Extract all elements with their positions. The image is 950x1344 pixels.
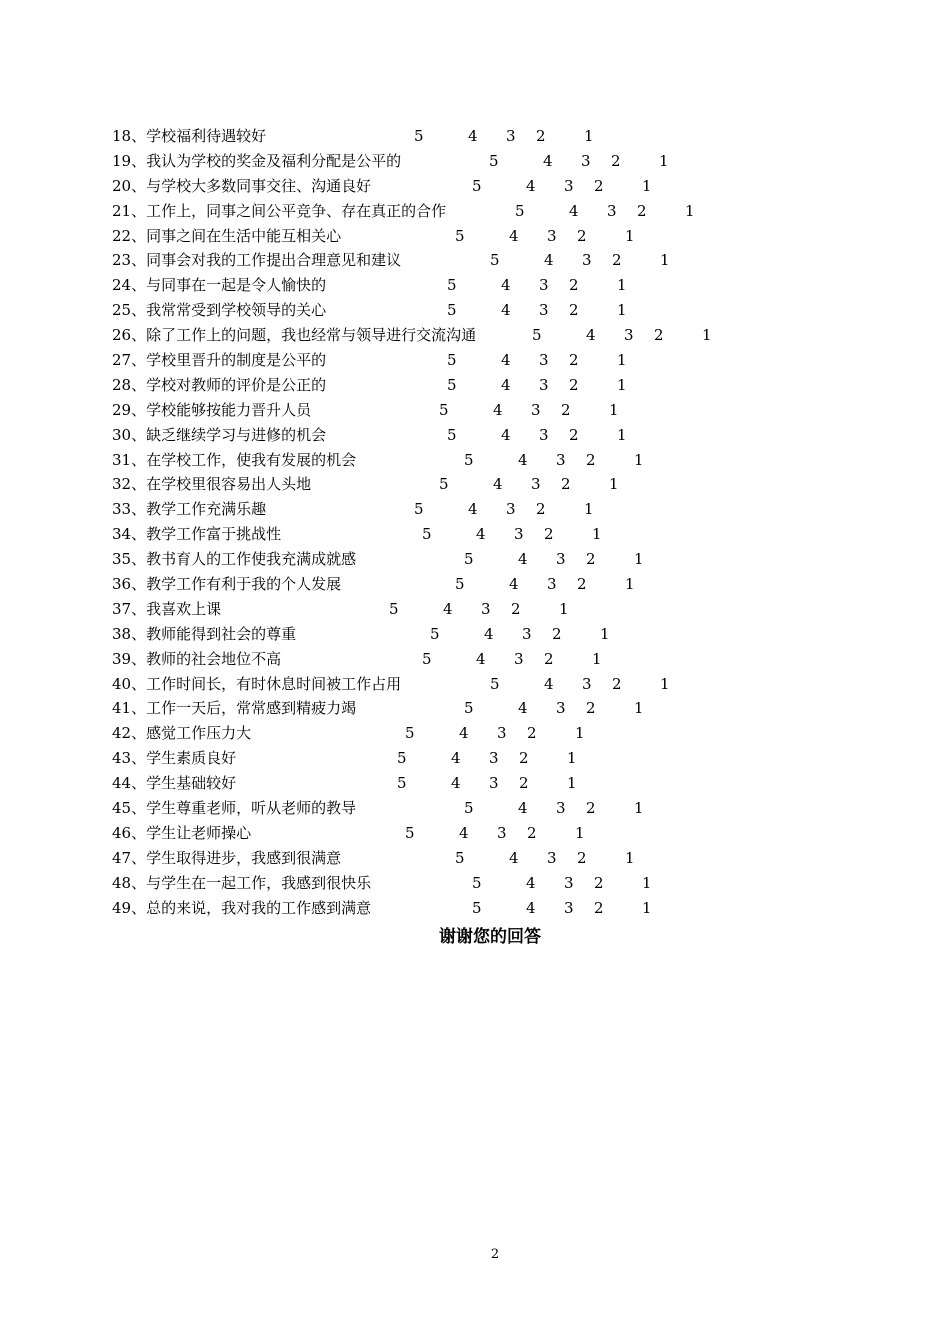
page-number: 2 [490,1247,500,1262]
score-option-3[interactable]: 3 [506,127,516,145]
score-option-2[interactable]: 2 [612,674,622,693]
score-option-2[interactable]: 2 [577,575,587,594]
score-option-2[interactable]: 2 [569,301,579,320]
score-option-1[interactable]: 1 [600,624,610,643]
score-option-5[interactable]: 5 [397,774,407,793]
question-row [112,696,912,721]
score-option-3[interactable]: 3 [556,550,566,569]
score-option-3[interactable]: 3 [556,799,566,818]
score-option-1[interactable]: 1 [685,201,695,220]
score-option-3[interactable]: 3 [489,774,499,793]
score-option-1[interactable]: 1 [625,575,635,594]
score-option-4[interactable]: 4 [509,575,519,594]
score-option-3[interactable]: 3 [514,525,524,544]
question-row [112,572,912,597]
score-option-2[interactable]: 2 [586,450,596,469]
question-text: 48、与学生在一起工作，我感到很快乐 [112,873,372,892]
question-row [112,149,912,174]
score-option-3[interactable]: 3 [539,425,549,444]
score-option-2[interactable]: 2 [654,326,664,345]
score-option-4[interactable]: 4 [501,375,511,394]
question-row [112,622,912,647]
score-option-4[interactable]: 4 [468,127,478,145]
score-option-4[interactable]: 4 [526,898,536,917]
score-option-2[interactable]: 2 [586,799,596,818]
score-option-1[interactable]: 1 [584,500,594,519]
score-option-1[interactable]: 1 [660,251,670,270]
score-option-2[interactable]: 2 [561,400,571,419]
question-row [112,423,912,448]
score-option-4[interactable]: 4 [526,873,536,892]
question-row [112,672,912,697]
question-text: 29、学校能够按能力晋升人员 [112,400,312,419]
question-row [112,199,912,224]
question-row [112,323,912,348]
score-option-1[interactable]: 1 [567,774,577,793]
score-option-2[interactable]: 2 [577,226,587,245]
question-text: 46、学生让老师操心 [112,823,252,842]
score-option-1[interactable]: 1 [617,375,627,394]
score-option-4[interactable]: 4 [543,151,553,170]
score-option-2[interactable]: 2 [544,649,554,668]
score-option-2[interactable]: 2 [586,550,596,569]
score-option-3[interactable]: 3 [506,500,516,519]
score-option-3[interactable]: 3 [547,226,557,245]
question-text: 34、教学工作富于挑战性 [112,525,282,544]
score-option-3[interactable]: 3 [497,823,507,842]
score-option-2[interactable]: 2 [569,425,579,444]
score-option-1[interactable]: 1 [625,848,635,867]
score-option-4[interactable]: 4 [443,599,453,618]
question-text: 42、感觉工作压力大 [112,724,252,743]
score-option-4[interactable]: 4 [493,400,503,419]
question-row [112,497,912,522]
score-option-5[interactable]: 5 [447,351,457,370]
score-option-2[interactable]: 2 [527,823,537,842]
score-option-5[interactable]: 5 [447,301,457,320]
score-option-1[interactable]: 1 [575,823,585,842]
score-option-2[interactable]: 2 [561,475,571,494]
score-option-4[interactable]: 4 [544,251,554,270]
score-option-3[interactable]: 3 [547,575,557,594]
score-option-3[interactable]: 3 [624,326,634,345]
question-row [112,398,912,423]
score-option-4[interactable]: 4 [518,450,528,469]
score-option-3[interactable]: 3 [556,699,566,718]
score-option-1[interactable]: 1 [634,550,644,569]
score-option-1[interactable]: 1 [642,176,652,195]
score-option-4[interactable]: 4 [509,848,519,867]
score-option-2[interactable]: 2 [577,848,587,867]
score-option-3[interactable]: 3 [539,301,549,320]
score-option-1[interactable]: 1 [617,351,627,370]
question-text: 39、教师的社会地位不高 [112,649,282,668]
score-option-3[interactable]: 3 [564,873,574,892]
question-text: 28、学校对教师的评价是公正的 [112,375,327,394]
score-option-5[interactable]: 5 [532,326,542,345]
question-row [112,871,912,896]
score-option-1[interactable]: 1 [625,226,635,245]
score-option-5[interactable]: 5 [422,649,432,668]
score-option-1[interactable]: 1 [592,525,602,544]
score-option-2[interactable]: 2 [594,873,604,892]
question-row [112,846,912,871]
score-option-5[interactable]: 5 [464,799,474,818]
score-option-4[interactable]: 4 [544,674,554,693]
score-option-5[interactable]: 5 [447,425,457,444]
score-option-4[interactable]: 4 [476,525,486,544]
score-option-2[interactable]: 2 [586,699,596,718]
score-option-1[interactable]: 1 [567,749,577,768]
question-row [112,771,912,796]
score-option-1[interactable]: 1 [659,151,669,170]
question-row [112,224,912,249]
thank-you-message: 谢谢您的回答 [439,927,541,947]
score-option-4[interactable]: 4 [586,326,596,345]
score-option-4[interactable]: 4 [468,500,478,519]
score-option-5[interactable]: 5 [439,475,449,494]
score-option-4[interactable]: 4 [518,550,528,569]
score-option-1[interactable]: 1 [584,127,594,145]
score-option-2[interactable]: 2 [612,251,622,270]
score-option-3[interactable]: 3 [582,674,592,693]
score-option-1[interactable]: 1 [559,599,569,618]
question-text: 43、学生素质良好 [112,749,237,768]
score-option-1[interactable]: 1 [609,475,619,494]
score-option-2[interactable]: 2 [536,500,546,519]
score-option-5[interactable]: 5 [490,674,500,693]
score-option-4[interactable]: 4 [501,301,511,320]
score-option-4[interactable]: 4 [518,799,528,818]
score-option-3[interactable]: 3 [607,201,617,220]
score-option-1[interactable]: 1 [642,873,652,892]
question-text: 21、工作上，同事之间公平竞争、存在真正的合作 [112,201,447,220]
question-row [112,373,912,398]
question-row [112,522,912,547]
score-option-4[interactable]: 4 [518,699,528,718]
score-option-1[interactable]: 1 [609,400,619,419]
score-option-2[interactable]: 2 [569,375,579,394]
score-option-1[interactable]: 1 [660,674,670,693]
score-option-4[interactable]: 4 [509,226,519,245]
score-option-3[interactable]: 3 [531,400,541,419]
score-option-2[interactable]: 2 [527,724,537,743]
score-option-2[interactable]: 2 [569,351,579,370]
score-option-4[interactable]: 4 [451,749,461,768]
score-option-2[interactable]: 2 [519,774,529,793]
score-option-5[interactable]: 5 [472,898,482,917]
score-option-1[interactable]: 1 [617,425,627,444]
score-option-5[interactable]: 5 [389,599,399,618]
score-option-1[interactable]: 1 [617,276,627,295]
score-option-1[interactable]: 1 [634,799,644,818]
question-text: 38、教师能得到社会的尊重 [112,624,297,643]
score-option-5[interactable]: 5 [490,251,500,270]
score-option-4[interactable]: 4 [484,624,494,643]
question-text: 19、我认为学校的奖金及福利分配是公平的 [112,151,402,170]
score-option-2[interactable]: 2 [511,599,521,618]
score-option-3[interactable]: 3 [556,450,566,469]
score-option-5[interactable]: 5 [464,699,474,718]
score-option-5[interactable]: 5 [455,848,465,867]
question-text: 32、在学校里很容易出人头地 [112,475,312,494]
score-option-4[interactable]: 4 [493,475,503,494]
question-row [112,896,912,921]
score-option-5[interactable]: 5 [439,400,449,419]
question-row [112,248,912,273]
score-option-4[interactable]: 4 [451,774,461,793]
question-row [112,746,912,771]
score-option-2[interactable]: 2 [552,624,562,643]
score-option-2[interactable]: 2 [611,151,621,170]
score-option-2[interactable]: 2 [519,749,529,768]
score-option-5[interactable]: 5 [489,151,499,170]
score-option-5[interactable]: 5 [414,127,424,145]
question-text: 22、同事之间在生活中能互相关心 [112,226,342,245]
question-text: 30、缺乏继续学习与进修的机会 [112,425,327,444]
question-text: 45、学生尊重老师，听从老师的教导 [112,799,357,818]
score-option-3[interactable]: 3 [489,749,499,768]
score-option-5[interactable]: 5 [464,550,474,569]
question-text: 47、学生取得进步，我感到很满意 [112,848,342,867]
question-row [112,547,912,572]
question-row [112,298,912,323]
score-option-5[interactable]: 5 [414,500,424,519]
score-option-5[interactable]: 5 [515,201,525,220]
score-option-5[interactable]: 5 [455,226,465,245]
question-text: 44、学生基础较好 [112,774,237,793]
score-option-5[interactable]: 5 [447,276,457,295]
score-option-2[interactable]: 2 [569,276,579,295]
question-text: 26、除了工作上的问题，我也经常与领导进行交流沟通 [112,326,477,345]
score-option-3[interactable]: 3 [539,276,549,295]
score-option-1[interactable]: 1 [575,724,585,743]
score-option-3[interactable]: 3 [514,649,524,668]
question-text: 40、工作时间长，有时休息时间被工作占用 [112,674,402,693]
score-option-2[interactable]: 2 [594,176,604,195]
score-option-4[interactable]: 4 [501,276,511,295]
score-option-5[interactable]: 5 [430,624,440,643]
question-text: 37、我喜欢上课 [112,599,222,618]
question-row [112,448,912,473]
question-text: 36、教学工作有利于我的个人发展 [112,575,342,594]
score-option-3[interactable]: 3 [481,599,491,618]
question-row [112,348,912,373]
score-option-5[interactable]: 5 [447,375,457,394]
question-text: 41、工作一天后，常常感到精疲力竭 [112,699,357,718]
score-option-1[interactable]: 1 [642,898,652,917]
score-option-3[interactable]: 3 [531,475,541,494]
score-option-5[interactable]: 5 [405,823,415,842]
question-text: 24、与同事在一起是令人愉快的 [112,276,327,295]
score-option-3[interactable]: 3 [539,351,549,370]
score-option-2[interactable]: 2 [544,525,554,544]
score-option-1[interactable]: 1 [702,326,712,345]
score-option-1[interactable]: 1 [592,649,602,668]
question-row [112,721,912,746]
question-text: 35、教书育人的工作使我充满成就感 [112,550,357,569]
score-option-3[interactable]: 3 [497,724,507,743]
question-text: 31、在学校工作，使我有发展的机会 [112,450,357,469]
score-option-3[interactable]: 3 [564,176,574,195]
question-text: 27、学校里晋升的制度是公平的 [112,351,327,370]
score-option-5[interactable]: 5 [455,575,465,594]
question-row [112,597,912,622]
score-option-2[interactable]: 2 [594,898,604,917]
score-option-4[interactable]: 4 [501,425,511,444]
score-option-2[interactable]: 2 [536,127,546,145]
score-option-5[interactable]: 5 [397,749,407,768]
score-option-3[interactable]: 3 [582,251,592,270]
question-row [112,273,912,298]
score-option-5[interactable]: 5 [422,525,432,544]
score-option-3[interactable]: 3 [564,898,574,917]
score-option-3[interactable]: 3 [522,624,532,643]
score-option-3[interactable]: 3 [539,375,549,394]
question-text: 33、教学工作充满乐趣 [112,500,267,519]
score-option-3[interactable]: 3 [581,151,591,170]
question-text: 18、学校福利待遇较好 [112,127,267,145]
question-row [112,124,912,149]
score-option-5[interactable]: 5 [405,724,415,743]
score-option-4[interactable]: 4 [459,823,469,842]
questionnaire-items [112,124,912,921]
score-option-4[interactable]: 4 [476,649,486,668]
question-row [112,647,912,672]
question-text: 49、总的来说，我对我的工作感到满意 [112,898,372,917]
question-text: 20、与学校大多数同事交往、沟通良好 [112,176,372,195]
question-text: 25、我常常受到学校领导的关心 [112,301,327,320]
score-option-4[interactable]: 4 [569,201,579,220]
question-row [112,472,912,497]
score-option-4[interactable]: 4 [501,351,511,370]
score-option-2[interactable]: 2 [637,201,647,220]
question-row [112,796,912,821]
question-text: 23、同事会对我的工作提出合理意见和建议 [112,251,402,270]
question-row [112,821,912,846]
score-option-5[interactable]: 5 [472,176,482,195]
score-option-1[interactable]: 1 [617,301,627,320]
score-option-1[interactable]: 1 [634,699,644,718]
score-option-1[interactable]: 1 [634,450,644,469]
score-option-4[interactable]: 4 [526,176,536,195]
score-option-4[interactable]: 4 [459,724,469,743]
score-option-5[interactable]: 5 [464,450,474,469]
question-row [112,174,912,199]
score-option-5[interactable]: 5 [472,873,482,892]
score-option-3[interactable]: 3 [547,848,557,867]
